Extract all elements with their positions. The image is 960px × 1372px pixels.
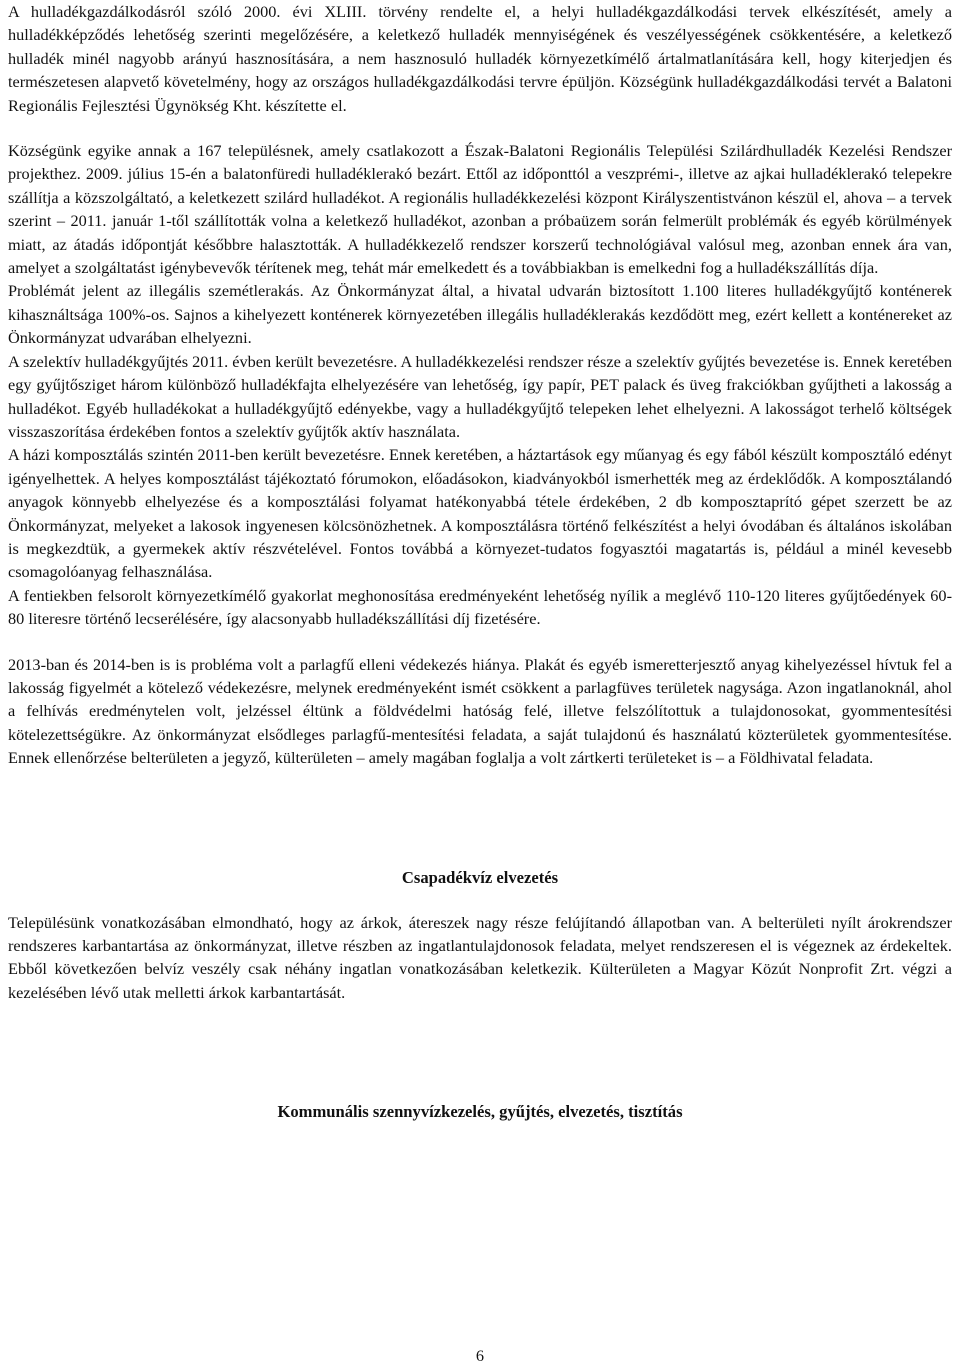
spacer (8, 1004, 952, 1100)
paragraph-regionalis-rendszer: Községünk egyike annak a 167 településnek, amely csatlakozott a Észak-Balatoni Regionális Települési Szilárdhulladék Kezelési Rendszer projekthez. 2009. július 15-én a balatonfüredi hulladéklerakó bezárt. Ettől az időponttól a veszprémi-, illetve az ajkai hulladéklerakó telepekre szállítja a közszolgáltató, a keletkezett szilárd hulladékot. A regionális hulladékkezelési központ Királyszentistvánon készül el, ahova – a tervek szerint – 2011. január 1-től szállították volna a keletkező hulladékot, azonban a próbaüzem során felmerült problémák és egyéb körülmények miatt, az átadás időpontját későbbre halasztották. A hulladékkezelő rendszer korszerű technológiával valósul meg, azonban ennek ára van, amelyet a szolgáltatást igénybevevők térítenek meg, tehát már emelkedett és a továbbiakban is emelkedni fog a hulladékszállítás díja. (8, 141, 952, 278)
section-heading-csapadekviz: Csapadékvíz elvezetés (401, 867, 559, 887)
spacer (8, 631, 952, 653)
paragraph-parlagfu: 2013-ban és 2014-ben is is probléma volt a parlagfű elleni védekezés hiánya. Plakát és egyéb ismeretterjesztő anyag kihelyezéssel hívtuk fel a lakosság figyelmét a kötelező védekezésre, melynek eredményeként ismét csökkent a parlagfüves területek nagysága. Azon ingatlanoknál, ahol a felhívás eredménytelen volt, jelzéssel éltünk a földvédelmi hatóság felé, illetve felszólítottuk a tulajdonosokat, gyommentesítési kötelezettségükre. Az önkormányzat elsődleges parlagfű-mentesítési feladata, a saját tulajdonú és használatú közterületek gyommentesítése. Ennek ellenőrzése belterületen a jegyző, külterületen – amely magában foglalja a volt zártkerti területeket is – a Földhivatal feladata. (8, 654, 952, 768)
spacer (8, 770, 952, 866)
paragraph-szelektiv-gyujtes: A szelektív hulladékgyűjtés 2011. évben került bevezetésre. A hulladékkezelési rendszer része a szelektív gyűjtés bevezetése is. Ennek keretében egy gyűjtősziget három különböző hulladékfajta elhelyezésére van lehetőség, így papír, PET palack és üveg frakciókban gyűjtheti a lakosság a hulladékot. Egyéb hulladékokat a hulladékgyűjtő edényekbe, vagy a hulladékgyűjtő telepeken lehet elhelyezni. A lakosságot terhelő költségek visszaszorítása érdekében fontos a szelektív gyűjtők aktív használata. (8, 351, 952, 441)
document-page (8, 0, 952, 1372)
spacer (8, 889, 952, 911)
section-heading-kommunalis-szennyviz: Kommunális szennyvízkezelés, gyűjtés, elvezetés, tisztítás (277, 1102, 683, 1122)
spacer (8, 117, 952, 139)
page-number: 6 (475, 1346, 485, 1365)
paragraph-kornyezetkimelo-gyakorlat: A fentiekben felsorolt környezetkímélő gyakorlat meghonosítása eredményeként lehetőség nyílik a meglévő 110-120 literes gyűjtőedények 60-80 literesre történő lecserélésére, így alacsonyabb hulladékszállítási díj fizetésére. (8, 585, 952, 629)
paragraph-csapadekviz: Településünk vonatkozásában elmondható, hogy az árkok, átereszek nagy része felújítandó állapotban van. A belterületi nyílt árokrendszer rendszeres karbantartása az önkormányzat, illetve részben az ingatlantulajdonosok feladata, melyet rendszeresen el is végeznek az érdekeltek. Ebből következően belvíz veszély csak néhány ingatlan vonatkozásában keletkezik. Külterületen a Magyar Közút Nonprofit Zrt. végzi a kezelésében lévő utak melletti árkok karbantartását. (8, 912, 952, 1002)
paragraph-hulladekgazdalkodasi-terv: A hulladékgazdálkodásról szóló 2000. évi XLIII. törvény rendelte el, a helyi hulladékgazdálkodási tervek elkészítését, amely a hulladékképződés lehetőség szerinti megelőzésére, a keletkező hulladék mennyiségének és veszélyességének csökkentésére, a keletkező hulladék minél nagyobb arányú hasznosítására, a nem hasznosuló hulladék környezetkímélő ártalmatlanítására kell, hogy kiterjedjen és természetesen alapvető követelmény, hogy az országos hulladékgazdálkodási tervre épüljön. Községünk hulladékgazdálkodási tervét a Balatoni Regionális Fejlesztési Ügynökség Kht. készítette el. (8, 2, 952, 115)
paragraph-hazi-komposztalas: A házi komposztálás szintén 2011-ben került bevezetésre. Ennek keretében, a háztartások egy műanyag és egy fából készült komposztáló edényt igényelhettek. A helyes komposztálást tájékoztató fórumokon, előadásokon, kiadványokból ismerhették meg az érdeklődők. A komposztálandó anyagok könnyebb elhelyezése és a komposztálási folyamat hatékonyabbá tétele érdekében, 2 db komposztaprító gépet szerzett be az Önkormányzat, melyeket a lakosok ingyenesen kölcsönözhetnek. A komposztálásra történő felkészítést a helyi óvodában és általános iskolában is megkezdtük, a gyermekek aktív részvételével. Fontos továbbá a környezet-tudatos fogyasztói magatartás is, például a minél kevesebb csomagolóanyag felhasználása. (8, 445, 952, 582)
paragraph-illegalis-szemetlerakas: Problémát jelent az illegális szemétlerakás. Az Önkormányzat által, a hivatal udvarán biztosított 1.100 literes hulladékgyűjtő konténerek kihasználtsága 100%-os. Sajnos a kihelyezett konténerek környezetében illegális hulladéklerakás kezdődött meg, ezért kellett a konténereket az Önkormányzat udvarában elhelyezni. (8, 281, 952, 348)
